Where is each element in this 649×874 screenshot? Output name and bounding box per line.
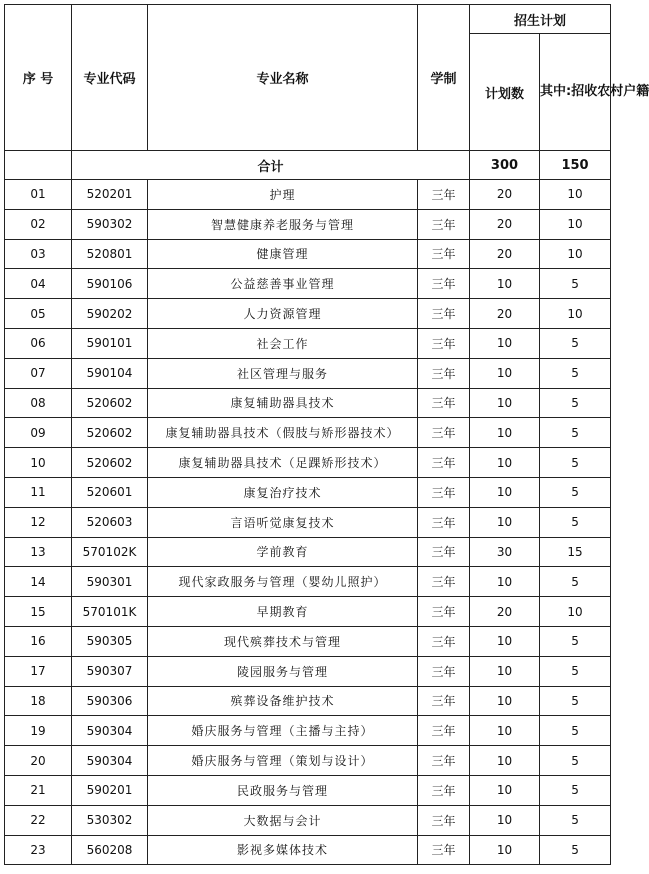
code-cell: 590306 [72, 686, 148, 716]
plan-count-cell: 10 [470, 418, 540, 448]
header-plan-group: 招生计划 [470, 5, 611, 34]
plan-count-cell: 10 [470, 567, 540, 597]
major-name-cell: 陵园服务与管理 [148, 656, 418, 686]
major-name-cell: 婚庆服务与管理（策划与设计） [148, 746, 418, 776]
enrollment-plan-table [4, 4, 649, 865]
seq-cell: 23 [5, 835, 72, 865]
seq-cell: 07 [5, 358, 72, 388]
code-cell: 590201 [72, 775, 148, 805]
code-cell: 520603 [72, 507, 148, 537]
code-cell: 590301 [72, 567, 148, 597]
header-rural-quota: 其中:招收农村户籍 [540, 34, 611, 151]
major-name-cell: 社区管理与服务 [148, 358, 418, 388]
duration-cell: 三年 [418, 448, 470, 478]
duration-cell: 三年 [418, 209, 470, 239]
table-row [5, 656, 611, 686]
header-code: 专业代码 [72, 5, 148, 151]
major-name-cell: 公益慈善事业管理 [148, 269, 418, 299]
seq-cell: 12 [5, 507, 72, 537]
table-row [5, 299, 611, 329]
rural-quota-cell: 5 [540, 269, 611, 299]
rural-quota-cell: 5 [540, 418, 611, 448]
plan-count-cell: 10 [470, 686, 540, 716]
rural-quota-cell: 5 [540, 716, 611, 746]
code-cell: 590302 [72, 209, 148, 239]
major-name-cell: 社会工作 [148, 328, 418, 358]
plan-count-cell: 20 [470, 299, 540, 329]
duration-cell: 三年 [418, 388, 470, 418]
plan-count-cell: 10 [470, 835, 540, 865]
duration-cell: 三年 [418, 567, 470, 597]
plan-count-cell: 10 [470, 805, 540, 835]
total-rural-quota: 150 [540, 151, 611, 180]
major-name-cell: 护理 [148, 180, 418, 210]
rural-quota-cell: 10 [540, 597, 611, 627]
major-name-cell: 民政服务与管理 [148, 775, 418, 805]
table-row [5, 716, 611, 746]
rural-quota-cell: 5 [540, 656, 611, 686]
major-name-cell: 康复辅助器具技术（足踝矫形技术） [148, 448, 418, 478]
major-name-cell: 婚庆服务与管理（主播与主持） [148, 716, 418, 746]
duration-cell: 三年 [418, 597, 470, 627]
duration-cell: 三年 [418, 537, 470, 567]
major-name-cell: 学前教育 [148, 537, 418, 567]
duration-cell: 三年 [418, 626, 470, 656]
code-cell: 590305 [72, 626, 148, 656]
table-row [5, 507, 611, 537]
table-row [5, 328, 611, 358]
table-row [5, 388, 611, 418]
code-cell: 570102K [72, 537, 148, 567]
rural-quota-cell: 10 [540, 239, 611, 269]
duration-cell: 三年 [418, 746, 470, 776]
total-plan-count: 300 [470, 151, 540, 180]
plan-count-cell: 20 [470, 239, 540, 269]
rural-quota-cell: 5 [540, 507, 611, 537]
seq-cell: 22 [5, 805, 72, 835]
duration-cell: 三年 [418, 775, 470, 805]
table-row [5, 597, 611, 627]
plan-count-cell: 10 [470, 448, 540, 478]
plan-count-cell: 10 [470, 507, 540, 537]
code-cell: 530302 [72, 805, 148, 835]
duration-cell: 三年 [418, 507, 470, 537]
code-cell: 590202 [72, 299, 148, 329]
code-cell: 560208 [72, 835, 148, 865]
table-row [5, 477, 611, 507]
table-row [5, 686, 611, 716]
table-row [5, 269, 611, 299]
table-row [5, 180, 611, 210]
total-row [5, 151, 611, 180]
rural-quota-cell: 5 [540, 328, 611, 358]
seq-cell: 11 [5, 477, 72, 507]
code-cell: 590106 [72, 269, 148, 299]
duration-cell: 三年 [418, 269, 470, 299]
duration-cell: 三年 [418, 299, 470, 329]
plan-count-cell: 20 [470, 597, 540, 627]
total-label: 合计 [72, 151, 470, 180]
major-name-cell: 殡葬设备维护技术 [148, 686, 418, 716]
plan-count-cell: 10 [470, 656, 540, 686]
table-row [5, 567, 611, 597]
plan-count-cell: 20 [470, 209, 540, 239]
rural-quota-cell: 5 [540, 358, 611, 388]
plan-count-cell: 10 [470, 477, 540, 507]
table-row [5, 448, 611, 478]
duration-cell: 三年 [418, 358, 470, 388]
major-name-cell: 康复辅助器具技术（假肢与矫形器技术） [148, 418, 418, 448]
seq-cell: 15 [5, 597, 72, 627]
major-name-cell: 影视多媒体技术 [148, 835, 418, 865]
seq-cell: 03 [5, 239, 72, 269]
table-row [5, 775, 611, 805]
rural-quota-cell: 5 [540, 567, 611, 597]
table-row [5, 746, 611, 776]
duration-cell: 三年 [418, 418, 470, 448]
header-name: 专业名称 [148, 5, 418, 151]
table-row [5, 209, 611, 239]
major-name-cell: 康复治疗技术 [148, 477, 418, 507]
code-cell: 520201 [72, 180, 148, 210]
header-row-top [5, 5, 611, 34]
major-name-cell: 人力资源管理 [148, 299, 418, 329]
seq-cell: 02 [5, 209, 72, 239]
code-cell: 590101 [72, 328, 148, 358]
seq-cell: 14 [5, 567, 72, 597]
plan-count-cell: 10 [470, 775, 540, 805]
plan-count-cell: 20 [470, 180, 540, 210]
header-seq: 序 号 [5, 5, 72, 151]
seq-cell: 18 [5, 686, 72, 716]
plan-count-cell: 10 [470, 626, 540, 656]
code-cell: 520602 [72, 418, 148, 448]
table-row [5, 626, 611, 656]
seq-cell: 06 [5, 328, 72, 358]
rural-quota-cell: 5 [540, 835, 611, 865]
rural-quota-cell: 5 [540, 448, 611, 478]
duration-cell: 三年 [418, 656, 470, 686]
seq-cell: 10 [5, 448, 72, 478]
duration-cell: 三年 [418, 328, 470, 358]
major-name-cell: 大数据与会计 [148, 805, 418, 835]
duration-cell: 三年 [418, 477, 470, 507]
header-plan-count: 计划数 [470, 34, 540, 151]
duration-cell: 三年 [418, 686, 470, 716]
major-name-cell: 现代家政服务与管理（婴幼儿照护） [148, 567, 418, 597]
header-duration: 学制 [418, 5, 470, 151]
table-row [5, 358, 611, 388]
table-row [5, 239, 611, 269]
rural-quota-cell: 5 [540, 805, 611, 835]
rural-quota-cell: 5 [540, 775, 611, 805]
rural-quota-cell: 5 [540, 626, 611, 656]
major-name-cell: 现代殡葬技术与管理 [148, 626, 418, 656]
plan-count-cell: 10 [470, 746, 540, 776]
rural-quota-cell: 15 [540, 537, 611, 567]
duration-cell: 三年 [418, 180, 470, 210]
major-name-cell: 早期教育 [148, 597, 418, 627]
seq-cell: 13 [5, 537, 72, 567]
table-row [5, 805, 611, 835]
code-cell: 590304 [72, 746, 148, 776]
seq-cell: 20 [5, 746, 72, 776]
plan-count-cell: 10 [470, 328, 540, 358]
rural-quota-cell: 10 [540, 299, 611, 329]
plan-count-cell: 30 [470, 537, 540, 567]
code-cell: 520801 [72, 239, 148, 269]
code-cell: 590307 [72, 656, 148, 686]
code-cell: 570101K [72, 597, 148, 627]
seq-cell: 16 [5, 626, 72, 656]
duration-cell: 三年 [418, 835, 470, 865]
major-name-cell: 健康管理 [148, 239, 418, 269]
seq-cell: 09 [5, 418, 72, 448]
seq-cell: 19 [5, 716, 72, 746]
plan-count-cell: 10 [470, 269, 540, 299]
code-cell: 520602 [72, 388, 148, 418]
major-name-cell: 康复辅助器具技术 [148, 388, 418, 418]
major-name-cell: 言语听觉康复技术 [148, 507, 418, 537]
duration-cell: 三年 [418, 805, 470, 835]
code-cell: 520602 [72, 448, 148, 478]
plan-count-cell: 10 [470, 716, 540, 746]
duration-cell: 三年 [418, 239, 470, 269]
plan-count-cell: 10 [470, 388, 540, 418]
code-cell: 520601 [72, 477, 148, 507]
rural-quota-cell: 5 [540, 477, 611, 507]
code-cell: 590304 [72, 716, 148, 746]
table-row [5, 537, 611, 567]
rural-quota-cell: 5 [540, 686, 611, 716]
rural-quota-cell: 10 [540, 180, 611, 210]
table-row [5, 418, 611, 448]
seq-cell: 04 [5, 269, 72, 299]
rural-quota-cell: 5 [540, 746, 611, 776]
rural-quota-cell: 5 [540, 388, 611, 418]
seq-cell: 21 [5, 775, 72, 805]
total-seq-cell [5, 151, 72, 180]
duration-cell: 三年 [418, 716, 470, 746]
seq-cell: 05 [5, 299, 72, 329]
code-cell: 590104 [72, 358, 148, 388]
plan-count-cell: 10 [470, 358, 540, 388]
rural-quota-cell: 10 [540, 209, 611, 239]
table-row [5, 835, 611, 865]
seq-cell: 17 [5, 656, 72, 686]
major-name-cell: 智慧健康养老服务与管理 [148, 209, 418, 239]
seq-cell: 01 [5, 180, 72, 210]
table-body [5, 151, 611, 865]
seq-cell: 08 [5, 388, 72, 418]
